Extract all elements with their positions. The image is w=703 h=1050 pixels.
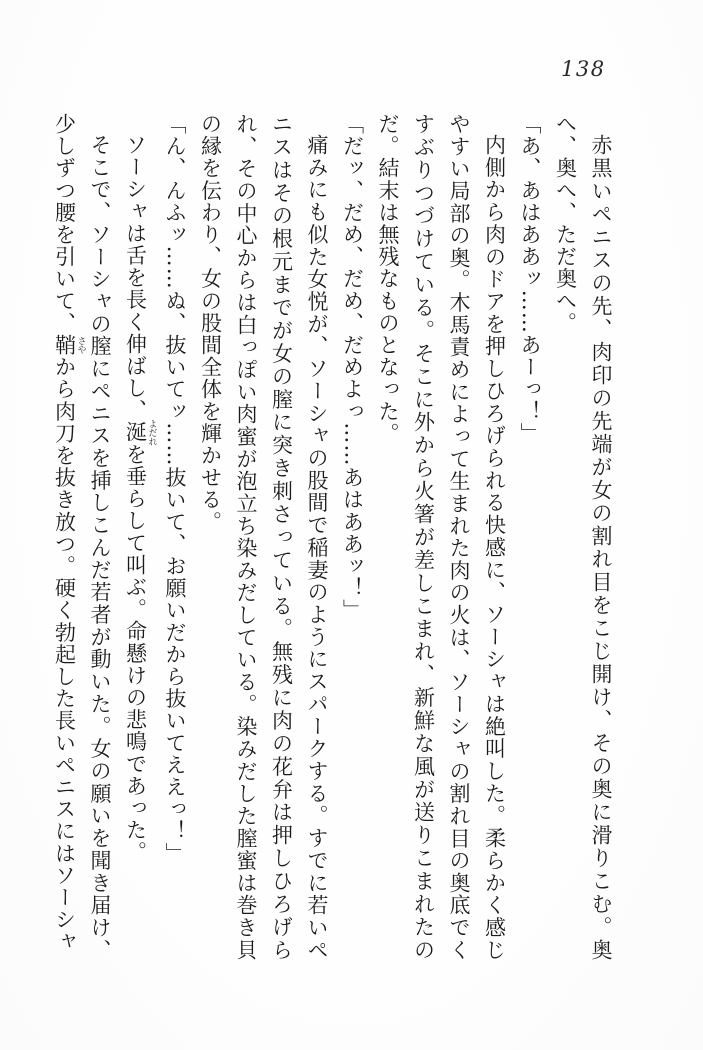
narration-paragraph: 痛みにも似た女悦が、ソーシャの股間で稲妻のようにスパークする。すでに若いペニスはその根元までが女の膣に突き刺さっている。無残に肉の花弁は押しひろげられ、その中心からは白っぽい肉蜜が泡立ち染みだしている。染みだした膣蜜は巻き貝の縁を伝わり、女の股間全体を輝かせる。 xyxy=(198,113,329,961)
narration-paragraph: そこで、ソーシャの膣にペニスを挿しこんだ若者が動いた。女の願いを聞き届け、少しずつ腰を引いて、鞘 さやから肉刀を抜き放つ。硬く勃起した長いペニスにはソーシャ xyxy=(52,113,112,961)
furigana-annotated-word: 涎 よだれ xyxy=(123,418,157,446)
furigana-annotated-word: 鞘 さや xyxy=(52,334,86,357)
dialogue-paragraph: 「だッ、だめ、だめ、だめよっ……あはああッ！」 xyxy=(340,113,365,622)
furigana-text: よだれ xyxy=(146,418,157,446)
narration-paragraph: 内側から肉のドアを押しひろげられる快感に、ソーシャは絶叫した。柔らかく感じやすい局部の奥。木馬責めによって生まれた肉の火は、ソーシャの割れ目の奥底でくすぶりつづけている。そこに外から火箸が差しこまれ、新鮮な風が送りこまれたのだ。結末は無残なものとなった。 xyxy=(376,113,507,961)
novel-text-block xyxy=(46,113,618,961)
narration-paragraph: ソーシャは舌を長く伸ばし、涎 よだれを垂らして叫ぶ。命懸けの悲鳴であった。 xyxy=(123,134,157,864)
dialogue-paragraph: 「ん、んふッ……ぬ、抜いてッ……抜いて、お願いだから抜いてええっ！」 xyxy=(163,113,187,865)
dialogue-paragraph: 「あ、あはああッ……あーっ！」 xyxy=(518,113,542,445)
furigana-text: さや xyxy=(75,334,86,357)
page-number: 138 xyxy=(561,57,606,81)
narration-paragraph: 赤黒いペニスの先、肉印の先端が女の割れ目をこじ開け、その奥に滑りこむ。奥へ、奥へ、ただ奥へ。 xyxy=(553,113,613,961)
